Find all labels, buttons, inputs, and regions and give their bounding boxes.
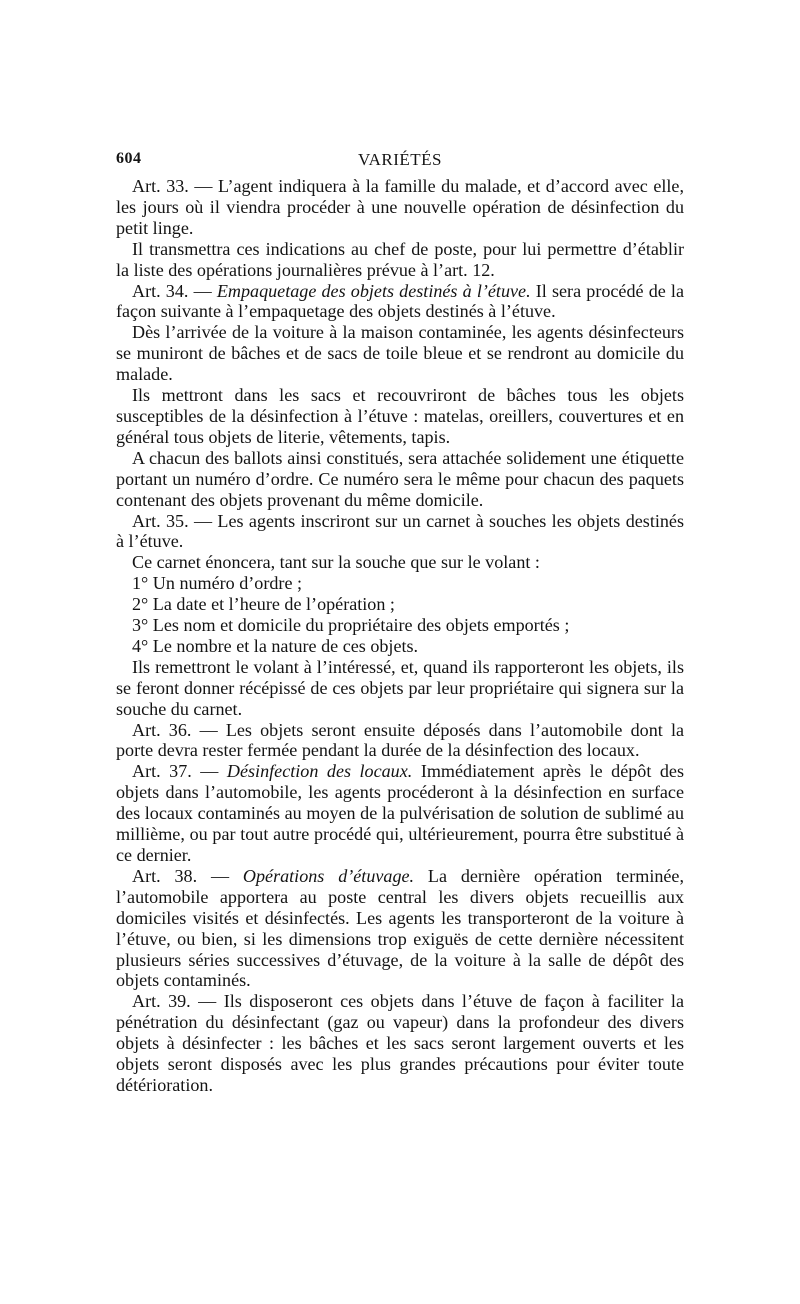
list-item: 2° La date et l’heure de l’opération ; (132, 594, 395, 615)
paragraph: Ils mettront dans les sacs et recouvriront de bâches tous les objets susceptibles de la désinfection à l’étuve : matelas, oreillers, couvertures et en général tous objets de literie, vêtements, tapis. (116, 385, 684, 447)
paragraph (116, 866, 684, 991)
paragraph: Dès l’arrivée de la voiture à la maison contaminée, les agents désinfecteurs se muniront de bâches et de sacs de toile bleue et se rendront au domicile du malade. (116, 322, 684, 385)
article-text: La dernière opération terminée, l’automobile apportera au poste central les divers objets recueillis aux domiciles visités et désinfectés. Les agents les transporteront de la voiture à l’étuve, ou bien, si les dimensions trop exiguës de cette dernière nécessitent plusieurs séries successives d’étuvage, de la voiture à la salle de dépôt des objets contaminés. (116, 865, 684, 991)
page-header (116, 146, 684, 176)
paragraph: Art. 33. — L’agent indiquera à la famille du malade, et d’accord avec elle, les jours où il viendra procéder à une nouvelle opération de désinfection du petit linge. (116, 176, 684, 238)
paragraph: Art. 35. — Les agents inscriront sur un carnet à souches les objets destinés à l’étuve. (116, 510, 684, 552)
running-title: VARIÉTÉS (358, 150, 442, 169)
paragraph (116, 281, 684, 323)
article-number: Art. 34. — (132, 280, 217, 301)
paragraph: Ils remettront le volant à l’intéressé, et, quand ils rapporteront les objets, ils se feront donner récépissé de ces objets par leur propriétaire qui signera sur la souche du carnet. (116, 656, 684, 719)
article-heading: Opérations d’étuvage. (242, 865, 415, 886)
paragraph: Il transmettra ces indications au chef de poste, pour lui permettre d’établir la liste des opérations journalières prévue à l’art. 12. (116, 238, 684, 280)
article-number: Art. 38. — (132, 865, 243, 886)
list-item: 1° Un numéro d’ordre ; (132, 573, 303, 594)
page-number: 604 (116, 150, 142, 167)
list-item: 3° Les nom et domicile du propriétaire des objets emportés ; (132, 615, 570, 636)
article-heading: Désinfection des locaux. (226, 761, 413, 782)
paragraph: A chacun des ballots ainsi constitués, sera attachée solidement une étiquette portant un numéro d’ordre. Ce numéro sera le même pour chacun des paquets contenant des objets provenant du même domicile. (116, 447, 684, 510)
list-item: 4° Le nombre et la nature de ces objets. (132, 635, 419, 656)
article-text: Immédiatement après le dépôt des objets dans l’automobile, les agents procéderont à la désinfection en surface des locaux contaminés au moyen de la pulvérisation de solution de sublimé au millième, ou par tout autre procédé qui, ultérieurement, pourra être substitué à ce dernier. (116, 761, 684, 865)
paragraph: Art. 39. — Ils disposeront ces objets dans l’étuve de façon à faciliter la pénétration du désinfectant (gaz ou vapeur) dans la profondeur des divers objets à désinfecter : les bâches et les sacs seront largement ouverts et les objets seront disposés avec les plus grandes précautions pour éviter toute détérioration. (116, 991, 684, 1095)
body-text (116, 176, 684, 1096)
article-text: Il sera procédé de la façon suivante à l’empaquetage des objets destinés à l’étuve. (116, 280, 684, 322)
article-heading: Empaquetage des objets destinés à l’étuve. (216, 280, 531, 301)
paragraph: Ce carnet énoncera, tant sur la souche que sur le volant : (132, 552, 540, 573)
page (116, 146, 684, 1096)
article-number: Art. 37. — (132, 761, 227, 782)
paragraph (116, 761, 684, 866)
paragraph: Art. 36. — Les objets seront ensuite déposés dans l’automobile dont la porte devra rester fermée pendant la durée de la désinfection des locaux. (116, 719, 684, 761)
